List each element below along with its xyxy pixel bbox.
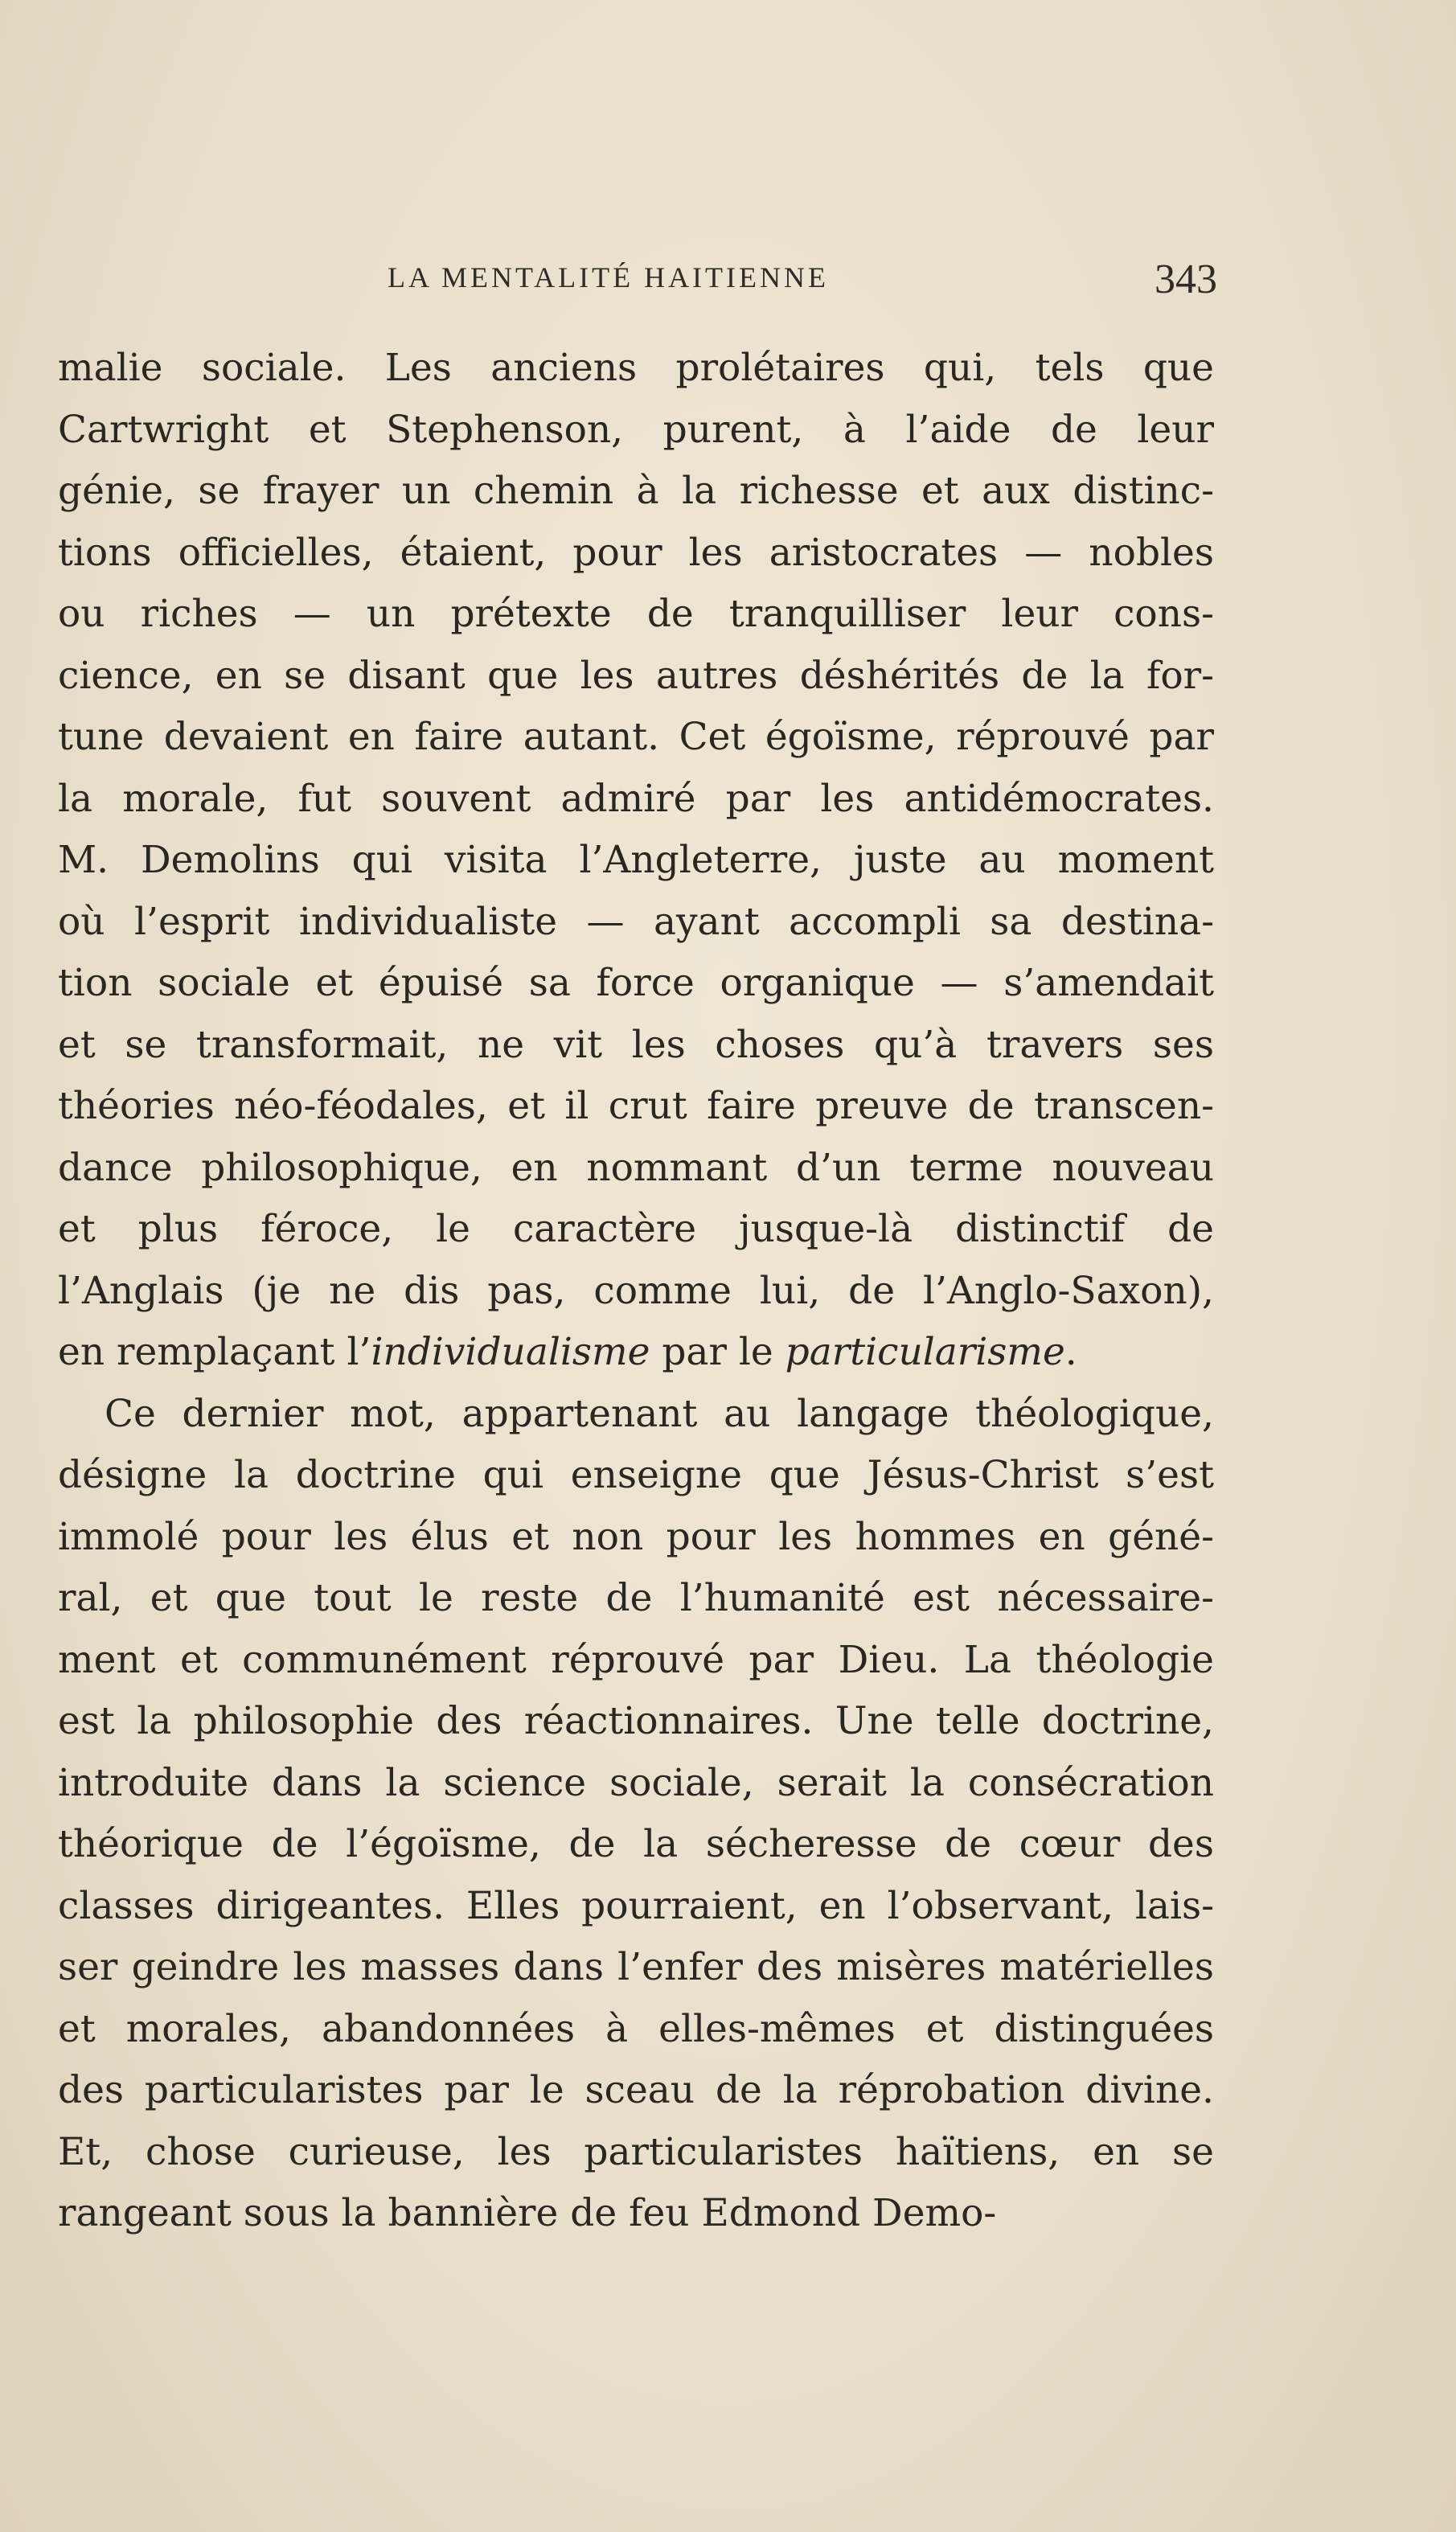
text-line: ser geindre les masses dans l’enfer des misères matérielles [58,1945,1214,1989]
text-line: Et, chose curieuse, les particularistes haïtiens, en se [58,2129,1214,2174]
page-header [56,256,1217,304]
text-line: des particularistes par le sceau de la réprobation divine. [58,2068,1214,2112]
text-line: tion sociale et épuisé sa force organique — s’amendait [58,961,1214,1005]
text-line: cience, en se disant que les autres déshérités de la for- [58,653,1214,698]
text-line: où l’esprit individualiste — ayant accompli sa destina- [58,899,1214,944]
text-segment: . [1064,1330,1077,1374]
body-text [58,338,1214,2245]
text-segment: en remplaçant [58,1330,347,1374]
text-line: théories néo-féodales, et il crut faire preuve de transcen- [58,1084,1214,1128]
text-line: ou riches — un prétexte de tranquilliser leur cons- [58,592,1214,636]
text-line: et plus féroce, le caractère jusque-là distinctif de [58,1207,1214,1251]
text-line: théorique de l’égoïsme, de la sécheresse de cœur des [58,1822,1214,1866]
text-segment: l’ [347,1330,371,1374]
text-line: Cartwright et Stephenson, purent, à l’aide de leur [58,407,1214,452]
page-number: 343 [1155,256,1217,302]
text-line: immolé pour les élus et non pour les hommes en géné- [58,1514,1214,1559]
text-line: est la philosophie des réactionnaires. Une telle doctrine, [58,1699,1214,1743]
text-line: ral, et que tout le reste de l’humanité est nécessaire- [58,1576,1214,1620]
text-line: et morales, abandonnées à elles-mêmes et distinguées [58,2006,1214,2051]
text-segment: par le [650,1330,785,1374]
text-line: malie sociale. Les anciens prolétaires qui, tels que [58,346,1214,390]
italic-term-particularisme: particularisme [785,1330,1065,1374]
text-line: ment et communément réprouvé par Dieu. La théologie [58,1637,1214,1682]
text-line: classes dirigeantes. Elles pourraient, en l’observant, lais- [58,1883,1214,1928]
text-line-with-italics [58,1322,1214,1384]
paragraph-2 [58,1384,1214,2245]
text-line: désigne la doctrine qui enseigne que Jésus-Christ s’est [58,1453,1214,1497]
text-line: l’Anglais (je ne dis pas, comme lui, de l’Anglo-Saxon), [58,1268,1214,1313]
text-line: dance philosophique, en nommant d’un terme nouveau [58,1145,1214,1190]
paragraph-1 [58,338,1214,1384]
text-line: tions officielles, étaient, pour les aristocrates — nobles [58,530,1214,575]
text-line: Ce dernier mot, appartenant au langage théologique, [105,1391,1214,1436]
italic-term-individualisme: individualisme [371,1330,650,1374]
text-line: rangeant sous la bannière de feu Edmond Demo- [58,2191,997,2235]
running-title: LA MENTALITÉ HAITIENNE [388,261,830,293]
text-line: introduite dans la science sociale, serait la consécration [58,1760,1214,1805]
text-line: génie, se frayer un chemin à la richesse et aux distinc- [58,469,1214,513]
text-line: M. Demolins qui visita l’Angleterre, juste au moment [58,838,1214,882]
text-line: la morale, fut souvent admiré par les antidémocrates. [58,776,1214,821]
text-line: tune devaient en faire autant. Cet égoïsme, réprouvé par [58,715,1214,759]
text-line: et se transformait, ne vit les choses qu’à travers ses [58,1022,1214,1067]
